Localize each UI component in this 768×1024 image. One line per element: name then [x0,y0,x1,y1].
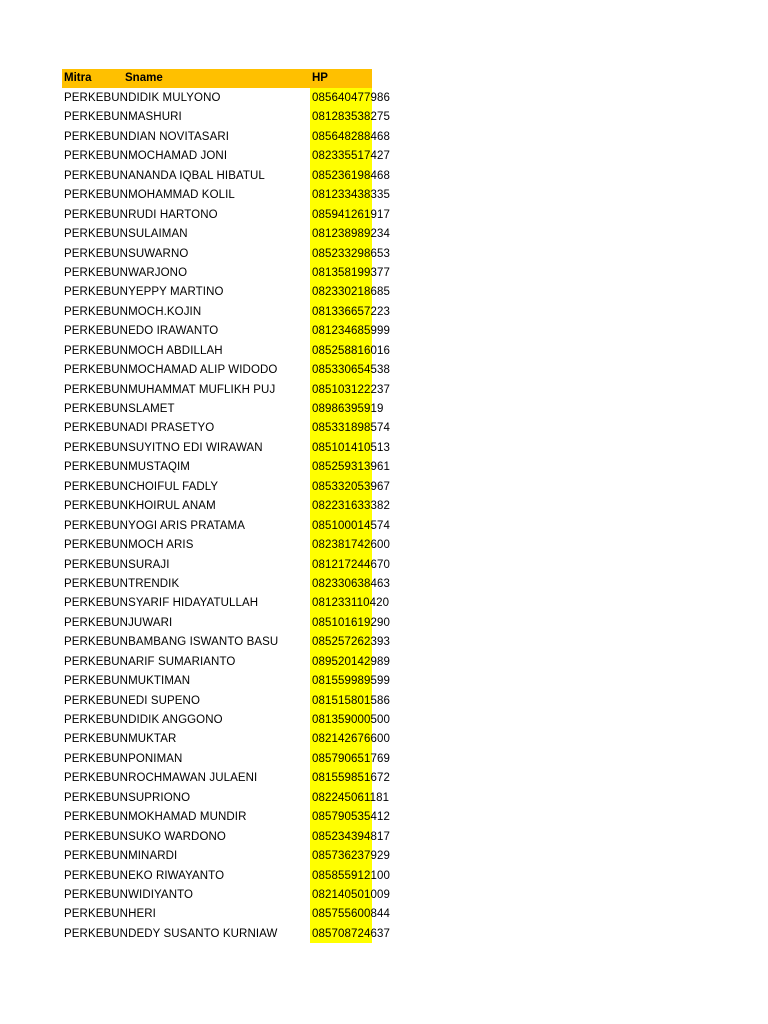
cell-name[interactable]: PERKEBUNMOCH ABDILLAH [64,344,223,357]
cell-name[interactable]: PERKEBUNSUKO WARDONO [64,830,226,843]
cell-name[interactable]: PERKEBUNEKO RIWAYANTO [64,869,225,882]
table-row [62,302,407,321]
cell-hp[interactable]: 085790535412 [312,811,390,824]
cell-hp[interactable]: 082335517427 [312,150,390,163]
cell-name[interactable]: PERKEBUNMUHAMMAT MUFLIKH PUJ [64,383,276,396]
cell-name[interactable]: PERKEBUNADI PRASETYO [64,422,215,435]
table-row [62,924,407,943]
cell-hp[interactable]: 081238989234 [312,228,390,241]
cell-hp[interactable]: 081359000500 [312,714,390,726]
cell-name[interactable]: PERKEBUNRUDI HARTONO [64,208,218,221]
cell-name[interactable]: PERKEBUNDIDIK MULYONO [64,92,221,104]
cell-hp[interactable]: 085101410513 [312,441,390,454]
cell-hp[interactable]: 082381742600 [312,539,390,552]
table-row [62,535,407,554]
table-row [62,593,407,612]
cell-hp[interactable]: 085790651769 [312,752,390,765]
cell-name[interactable]: PERKEBUNMASHURI [64,111,182,124]
cell-hp[interactable]: 085708724637 [312,927,390,940]
cell-name[interactable]: PERKEBUNHERI [64,908,156,921]
cell-name[interactable]: PERKEBUNEDO IRAWANTO [64,325,219,338]
table-row [62,477,407,496]
cell-hp[interactable]: 085941261917 [312,208,390,221]
cell-name[interactable]: PERKEBUNMOCHAMAD ALIP WIDODO [64,364,278,377]
table-row [62,671,407,690]
cell-name[interactable]: PERKEBUNMOHAMMAD KOLIL [64,189,235,202]
cell-hp[interactable]: 085640477986 [312,92,390,104]
cell-hp[interactable]: 082142676600 [312,733,390,746]
cell-name[interactable]: PERKEBUNEDI SUPENO [64,694,200,707]
cell-hp[interactable]: 081234685999 [312,325,390,338]
cell-hp[interactable]: 085101619290 [312,616,390,629]
cell-name[interactable]: PERKEBUNDEDY SUSANTO KURNIAW [64,927,278,940]
cell-name[interactable]: PERKEBUNWIDIYANTO [64,888,194,901]
cell-name[interactable]: PERKEBUNMOKHAMAD MUNDIR [64,811,247,824]
cell-name[interactable]: PERKEBUNMUKTIMAN [64,675,191,688]
cell-hp[interactable]: 085855912100 [312,869,390,882]
cell-hp[interactable]: 081233110420 [312,597,390,610]
cell-name[interactable]: PERKEBUNMOCHAMAD JONI [64,150,228,163]
table-row [62,749,407,768]
table-row [62,807,407,826]
cell-name[interactable]: PERKEBUNDIDIK ANGGONO [64,714,223,726]
cell-name[interactable]: PERKEBUNMINARDI [64,850,178,863]
table-row [62,632,407,651]
cell-hp[interactable]: 085233298653 [312,247,390,260]
cell-name[interactable]: PERKEBUNDIAN NOVITASARI [64,130,230,143]
cell-hp[interactable]: 085234394817 [312,830,390,843]
cell-hp[interactable]: 085259313961 [312,461,390,474]
cell-name[interactable]: PERKEBUNMOCH ARIS [64,539,194,552]
table-row [62,827,407,846]
cell-name[interactable]: PERKEBUNARIF SUMARIANTO [64,655,236,668]
cell-name[interactable]: PERKEBUNWARJONO [64,266,188,279]
header-mitra[interactable]: Mitra [64,72,92,84]
data-rows [62,88,407,943]
cell-hp[interactable]: 085236198468 [312,169,390,182]
table-row [62,613,407,632]
cell-hp[interactable]: 085330654538 [312,364,390,377]
table-row [62,438,407,457]
cell-hp[interactable]: 082330638463 [312,577,390,590]
table-row [62,263,407,282]
cell-hp[interactable]: 08986395919 [312,403,384,415]
header-row [62,69,372,88]
table-row [62,107,407,126]
header-hp[interactable]: HP [312,72,328,84]
cell-name[interactable]: PERKEBUNROCHMAWAN JULAENI [64,772,258,785]
cell-name[interactable]: PERKEBUNSUYITNO EDI WIRAWAN [64,441,263,454]
cell-hp[interactable]: 082140501009 [312,888,390,901]
table-row [62,885,407,904]
table-row [62,380,407,399]
table-row [62,788,407,807]
cell-name[interactable]: PERKEBUNTRENDIK [64,577,180,590]
cell-name[interactable]: PERKEBUNYEPPY MARTINO [64,286,224,299]
table-row [62,729,407,748]
cell-name[interactable]: PERKEBUNSUWARNO [64,247,189,260]
cell-hp[interactable]: 081559851672 [312,772,390,785]
table-row [62,360,407,379]
header-sname[interactable]: Sname [125,72,163,84]
table-row [62,866,407,885]
table-row [62,185,407,204]
cell-name[interactable]: PERKEBUNMOCH.KOJIN [64,305,202,318]
table-row [62,496,407,515]
table-row [62,282,407,301]
table-row [62,341,407,360]
table-row [62,457,407,476]
spreadsheet [62,69,407,943]
cell-hp[interactable]: 085332053967 [312,480,390,493]
cell-name[interactable]: PERKEBUNKHOIRUL ANAM [64,500,216,513]
table-row [62,418,407,437]
cell-hp[interactable]: 085258816016 [312,344,390,357]
table-row [62,244,407,263]
cell-hp[interactable]: 081515801586 [312,694,390,707]
cell-hp[interactable]: 081283538275 [312,111,390,124]
table-row [62,166,407,185]
cell-hp[interactable]: 085648288468 [312,130,390,143]
cell-hp[interactable]: 082245061181 [312,791,390,804]
cell-name[interactable]: PERKEBUNBAMBANG ISWANTO BASU [64,636,279,649]
cell-hp[interactable]: 081336657223 [312,305,390,318]
table-row [62,205,407,224]
table-row [62,691,407,710]
table-row [62,710,407,729]
table-row [62,768,407,787]
cell-hp[interactable]: 085103122237 [312,383,390,396]
cell-name[interactable]: PERKEBUNSUPRIONO [64,791,191,804]
cell-name[interactable]: PERKEBUNANANDA IQBAL HIBATUL [64,169,265,182]
cell-hp[interactable]: 081559989599 [312,675,390,688]
table-row [62,321,407,340]
cell-name[interactable]: PERKEBUNSYARIF HIDAYATULLAH [64,597,259,610]
table-row [62,127,407,146]
cell-name[interactable]: PERKEBUNSULAIMAN [64,228,188,241]
cell-hp[interactable]: 081358199377 [312,266,390,279]
cell-hp[interactable]: 082231633382 [312,500,390,513]
cell-hp[interactable]: 085755600844 [312,908,390,921]
cell-name[interactable]: PERKEBUNSLAMET [64,403,175,415]
table-row [62,555,407,574]
cell-name[interactable]: PERKEBUNMUKTAR [64,733,177,746]
cell-hp[interactable]: 085736237929 [312,850,390,863]
cell-hp[interactable]: 081217244670 [312,558,390,571]
table-row [62,516,407,535]
cell-hp[interactable]: 085331898574 [312,422,390,435]
cell-name[interactable]: PERKEBUNJUWARI [64,616,173,629]
cell-hp[interactable]: 081233438335 [312,189,390,202]
cell-name[interactable]: PERKEBUNYOGI ARIS PRATAMA [64,519,246,532]
table-row [62,846,407,865]
table-row [62,652,407,671]
cell-hp[interactable]: 085100014574 [312,519,390,532]
cell-name[interactable]: PERKEBUNPONIMAN [64,752,183,765]
table-row [62,904,407,923]
cell-hp[interactable]: 089520142989 [312,655,390,668]
table-row [62,574,407,593]
table-row [62,146,407,165]
table-row [62,399,407,418]
cell-hp[interactable]: 082330218685 [312,286,390,299]
table-row [62,224,407,243]
cell-hp[interactable]: 085257262393 [312,636,390,649]
cell-name[interactable]: PERKEBUNSURAJI [64,558,170,571]
cell-name[interactable]: PERKEBUNMUSTAQIM [64,461,190,474]
cell-name[interactable]: PERKEBUNCHOIFUL FADLY [64,480,219,493]
table-row [62,88,407,107]
